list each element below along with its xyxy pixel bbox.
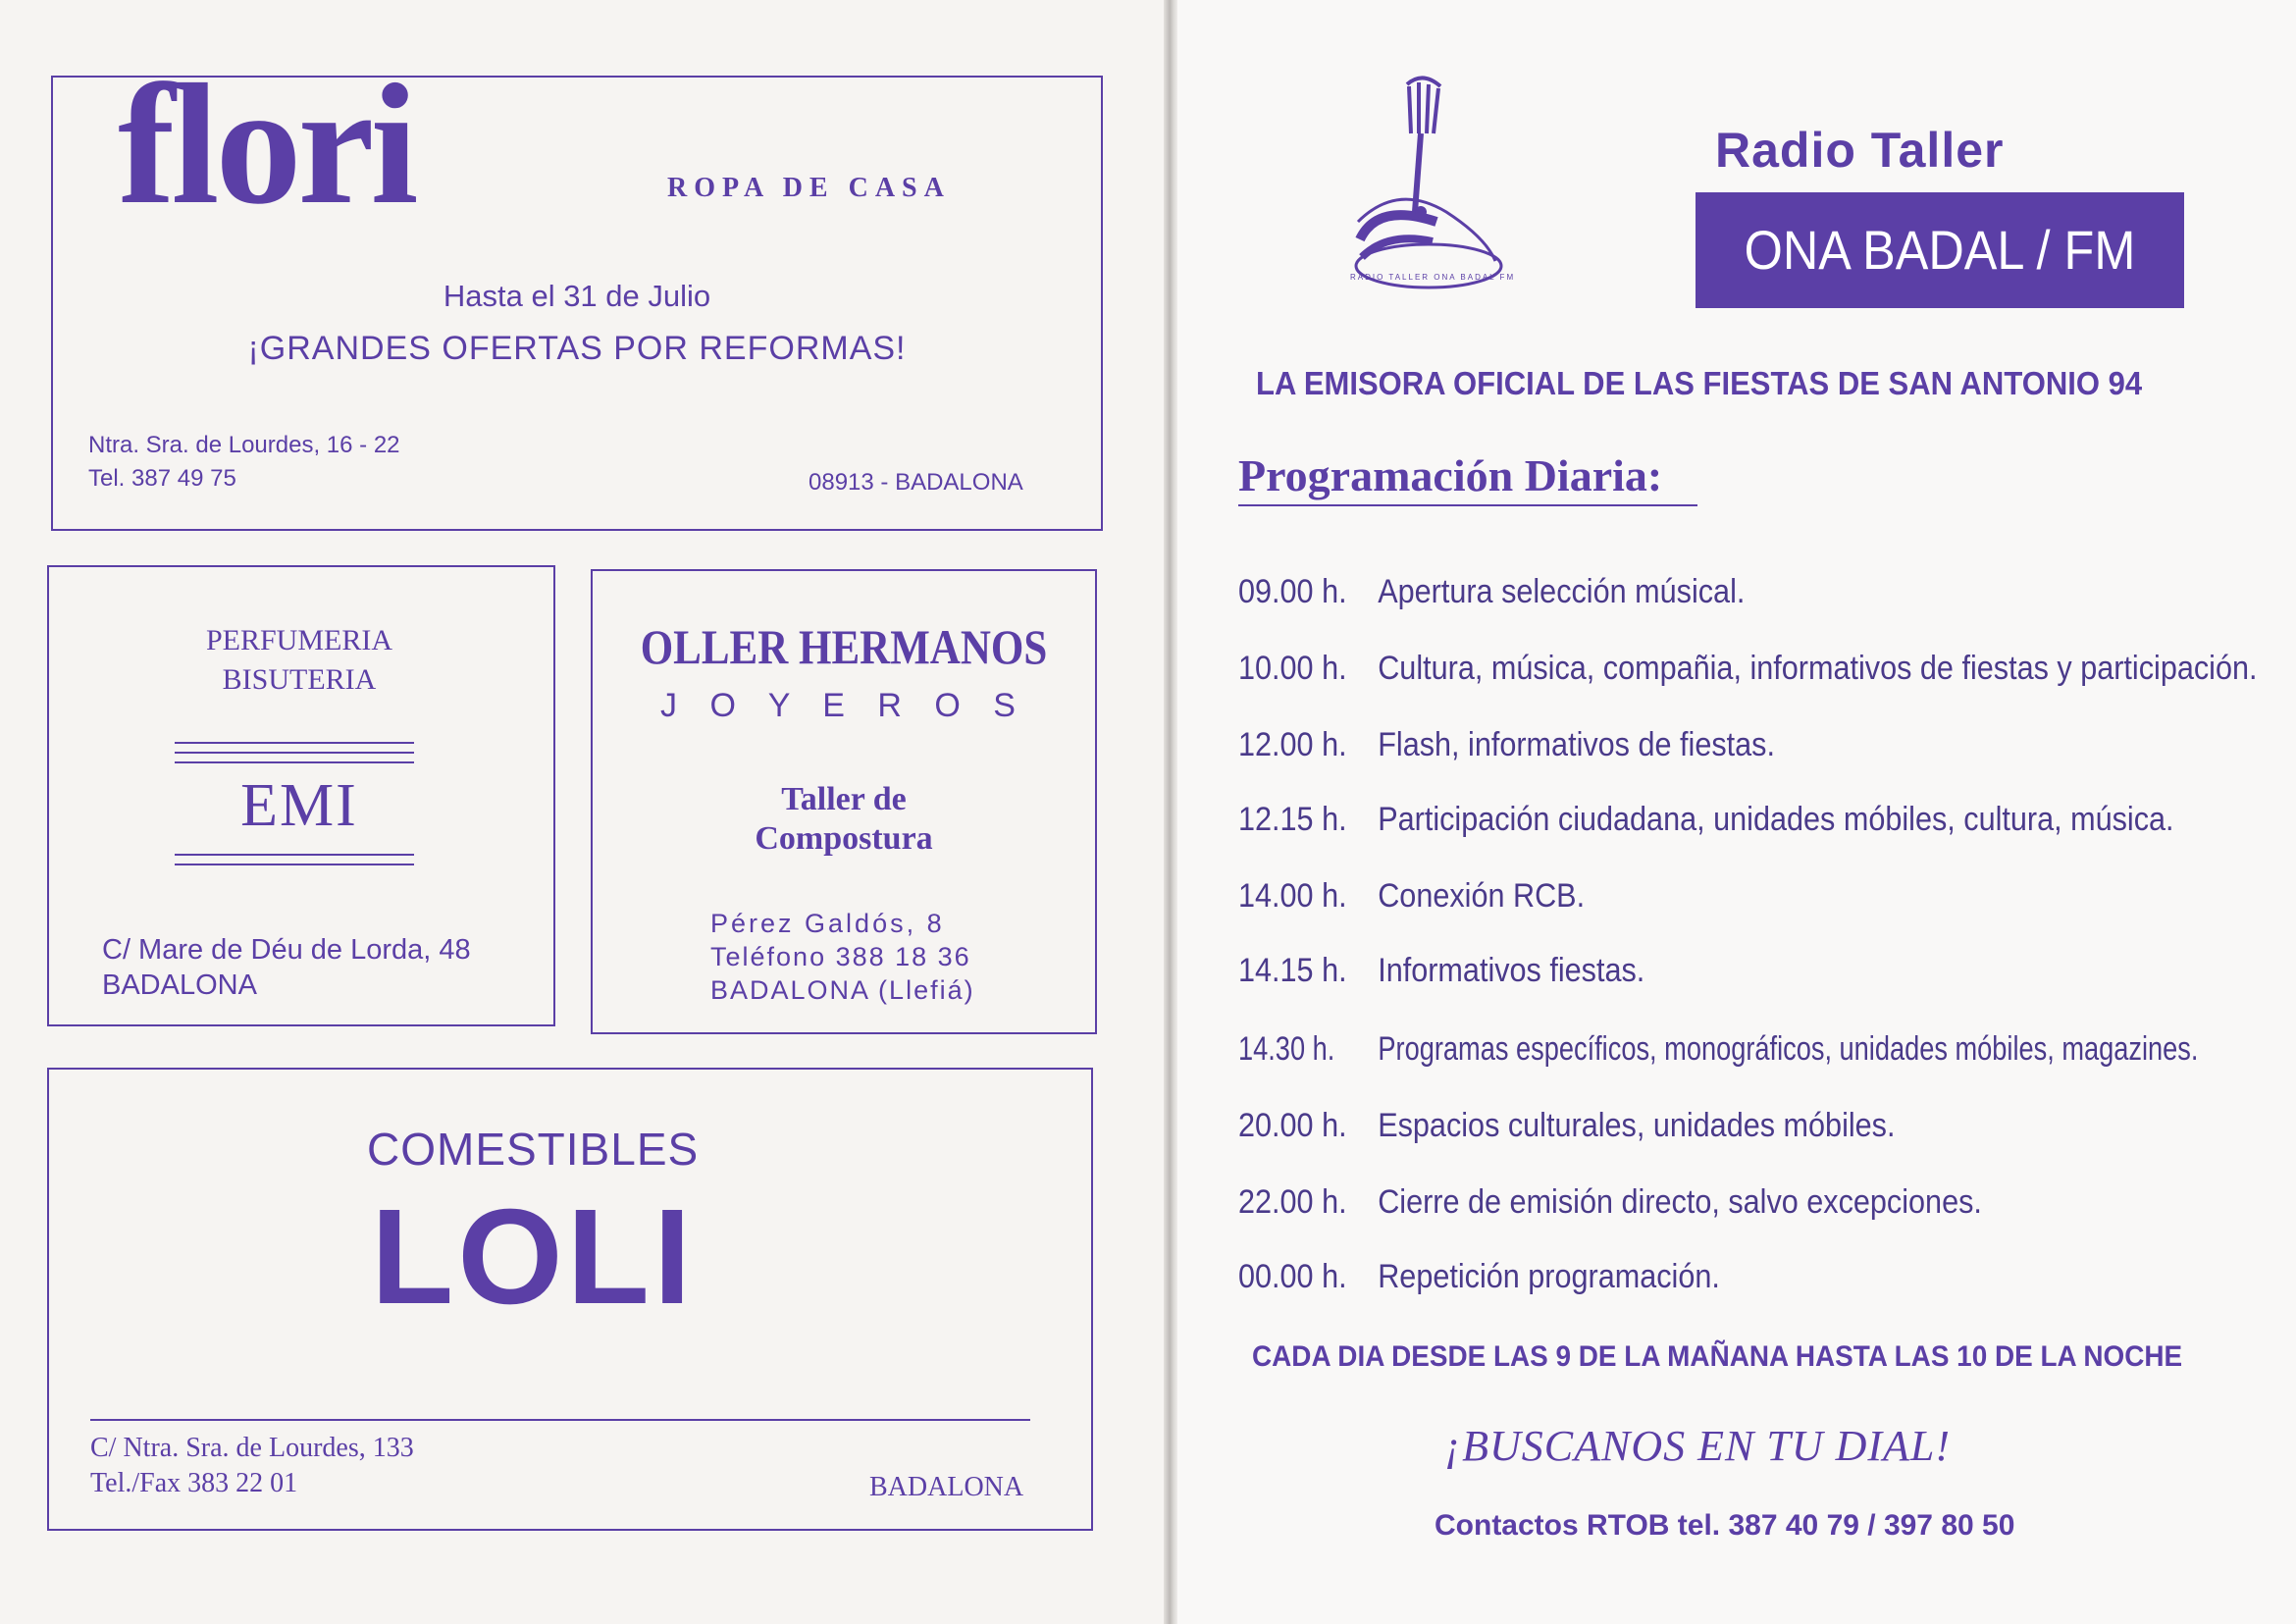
emi-address: C/ Mare de Déu de Lorda, 48 xyxy=(102,934,471,966)
schedule-text: Cierre de emisión directo, salvo excepciones. xyxy=(1378,1183,1982,1221)
schedule-row xyxy=(1238,573,1745,611)
schedule-time: 14.15 h. xyxy=(1238,952,1347,989)
emi-rule-top-1 xyxy=(175,742,414,744)
program-heading: Programación Diaria: xyxy=(1238,450,1663,500)
schedule-row xyxy=(1238,726,1775,764)
emi-rule-bottom-2 xyxy=(175,864,414,865)
flori-phone: Tel. 387 49 75 xyxy=(88,465,236,492)
flori-city: 08913 - BADALONA xyxy=(809,469,1023,496)
radio-station: ONA BADAL / FM xyxy=(1744,219,2136,281)
emi-rule-top-2 xyxy=(175,752,414,754)
loli-city: BADALONA xyxy=(869,1472,1024,1502)
flori-promo-offer: ¡GRANDES OFERTAS POR REFORMAS! xyxy=(247,330,907,367)
loli-name: LOLI xyxy=(371,1181,696,1333)
emi-rule-bottom-1 xyxy=(175,854,414,856)
emi-category-2: BISUTERIA xyxy=(222,663,377,696)
schedule-time: 10.00 h. xyxy=(1238,650,1347,687)
radio-slogan: ¡BUSCANOS EN TU DIAL! xyxy=(1444,1422,1952,1470)
schedule-row xyxy=(1238,952,1644,990)
schedule-time: 09.00 h. xyxy=(1238,573,1347,610)
flori-promo-date: Hasta el 31 de Julio xyxy=(443,279,711,313)
oller-city: BADALONA (Llefiá) xyxy=(710,975,975,1005)
program-heading-rule xyxy=(1238,504,1697,506)
schedule-text: Apertura selección músical. xyxy=(1378,573,1746,610)
emi-category-1: PERFUMERIA xyxy=(205,624,393,656)
schedule-time: 12.00 h. xyxy=(1238,726,1347,763)
flori-tagline: ROPA DE CASA xyxy=(667,173,951,203)
flori-address: Ntra. Sra. de Lourdes, 16 - 22 xyxy=(88,432,400,458)
oller-service-1: Taller de xyxy=(781,781,907,817)
flori-logo: flori xyxy=(118,49,415,240)
schedule-text: Programas específicos, monográficos, unidades móbiles, magazines. xyxy=(1378,1030,2199,1068)
loli-label: COMESTIBLES xyxy=(367,1124,700,1175)
schedule-text: Conexión RCB. xyxy=(1378,877,1586,915)
oller-name: OLLER HERMANOS xyxy=(640,619,1048,674)
radio-daily-hours: CADA DIA DESDE LAS 9 DE LA MAÑANA HASTA LAS 10 DE LA NOCHE xyxy=(1252,1340,2183,1373)
schedule-text: Repetición programación. xyxy=(1378,1258,1720,1295)
schedule-row xyxy=(1238,1107,1895,1145)
schedule-row xyxy=(1238,1030,2198,1069)
schedule-time: 20.00 h. xyxy=(1238,1107,1347,1144)
schedule-time: 22.00 h. xyxy=(1238,1183,1347,1221)
schedule-text: Informativos fiestas. xyxy=(1378,952,1645,989)
schedule-time: 12.15 h. xyxy=(1238,801,1347,838)
schedule-time: 14.30 h. xyxy=(1238,1030,1335,1068)
schedule-row xyxy=(1238,650,2258,688)
oller-phone: Teléfono 388 18 36 xyxy=(710,942,971,971)
radio-contact: Contactos RTOB tel. 387 40 79 / 397 80 50 xyxy=(1435,1509,2015,1542)
schedule-row xyxy=(1238,1183,1982,1222)
radio-logo-text: RADIO TALLER ONA BADAL FM xyxy=(1350,273,1516,282)
radio-title: Radio Taller xyxy=(1715,123,2005,178)
schedule-row xyxy=(1238,801,2174,839)
schedule-text: Flash, informativos de fiestas. xyxy=(1378,726,1775,763)
emi-rule-top-3 xyxy=(175,761,414,763)
schedule-time: 00.00 h. xyxy=(1238,1258,1347,1295)
schedule-row xyxy=(1238,1258,1720,1296)
radio-official: LA EMISORA OFICIAL DE LAS FIESTAS DE SAN ANTONIO 94 xyxy=(1256,365,2143,401)
schedule-text: Espacios culturales, unidades móbiles. xyxy=(1378,1107,1896,1144)
schedule-row xyxy=(1238,877,1585,916)
loli-rule xyxy=(90,1419,1030,1421)
emi-city: BADALONA xyxy=(102,969,257,1001)
schedule-text: Cultura, música, compañia, informativos de fiestas y participación. xyxy=(1378,650,2258,687)
oller-subtitle: J O Y E R O S xyxy=(660,687,1027,724)
schedule-text: Participación ciudadana, unidades móbiles, cultura, música. xyxy=(1378,801,2174,838)
oller-address: Pérez Galdós, 8 xyxy=(710,909,945,938)
page-gutter xyxy=(1164,0,1177,1624)
oller-service-2: Compostura xyxy=(755,820,933,857)
schedule-time: 14.00 h. xyxy=(1238,877,1347,915)
radio-taller-logo-icon xyxy=(1338,65,1515,300)
emi-name: EMI xyxy=(240,772,358,839)
loli-phone: Tel./Fax 383 22 01 xyxy=(90,1468,298,1498)
loli-address: C/ Ntra. Sra. de Lourdes, 133 xyxy=(90,1433,414,1463)
